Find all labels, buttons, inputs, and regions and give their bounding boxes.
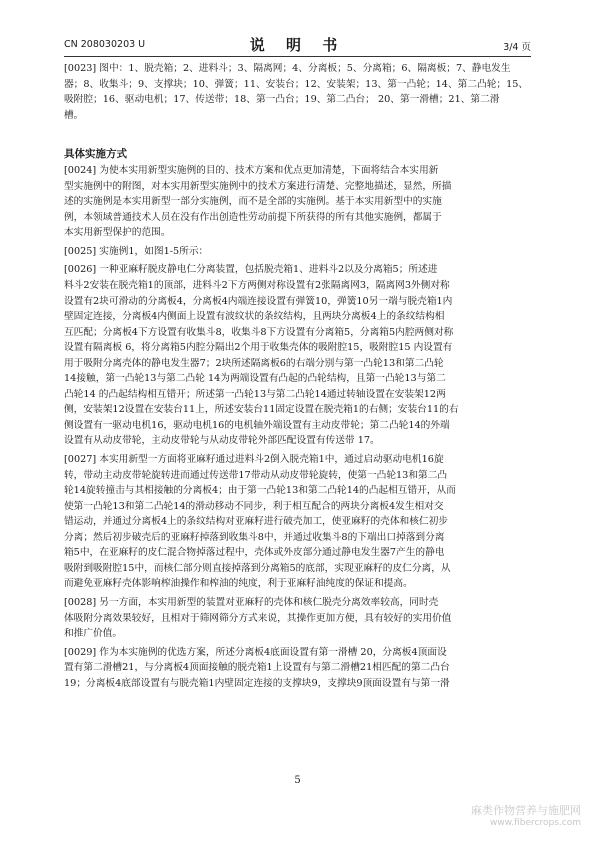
text-line: 例，本领域普通技术人员在没有作出创造性劳动前提下所获得的所有其他实施例，都属于 (64, 211, 442, 223)
text-line: 凸轮14 的凸起结构相互错开；所述第一凸轮13与第二凸轮14通过转轴设置在安装架12两 (64, 388, 446, 400)
section-spacer (64, 123, 531, 147)
paragraph (64, 244, 531, 260)
text-line: [0026] 一种亚麻籽脱皮静电仁分离装置，包括脱壳箱1、进料斗2以及分离箱5；所述进 (64, 264, 438, 276)
text-line: [0024] 为使本实用新型实施例的目的、技术方案和优点更加清楚，下面将结合本实用新 (64, 165, 439, 177)
section-heading (64, 147, 531, 163)
text-line: [0025] 实施例1，如图1-5所示： (64, 245, 209, 257)
text-line: 器；8、收集斗；9、支撑块；10、弹簧；11、安装台；12、安装架；13、第一凸轮；14、第二凸轮；15、 (64, 78, 529, 90)
heading-text: 具体实施方式 (64, 148, 127, 161)
page-info: 3/4 页 (503, 42, 531, 53)
document-title: 说 明 书 (249, 36, 346, 54)
text-line: 体吸附分离效果较好，且相对于筛网筛分方式来说，其操作更加方便，具有较好的实用价值 (64, 612, 452, 624)
text-line: 14接触，第一凸轮13与第二凸轮 14为两端设置有凸起的凸轮结构，且第一凸轮13与第二 (64, 373, 446, 385)
text-line: 箱5中，在亚麻籽的皮仁混合物掉落过程中，壳体或外皮部分通过静电发生器7产生的静电 (64, 547, 445, 559)
text-line: 料斗2安装在脱壳箱1的顶部，进料斗2下方两侧对称设置有2张隔离网3，隔离网3外侧对称 (64, 280, 450, 292)
text-line: 设置有从动皮带轮，主动皮带轮与从动皮带轮外部匹配设置有传送带 17。 (64, 435, 380, 447)
patent-number: CN 208030203 U (64, 39, 146, 50)
text-line: 设置有隔离板 6，将分离箱5内腔分隔出2个用于收集壳体的吸附腔15，吸附腔15 内设置有 (64, 342, 453, 354)
paragraph (64, 262, 531, 449)
text-line: 19；分离板4底部设置有与脱壳箱1内壁固定连接的支撑块9，支撑块9顶面设置有与第一滑 (64, 677, 450, 689)
text-line: 设置有2块可滑动的分离板4，分离板4内端连接设置有弹簧10，弹簧10另一端与脱壳箱1内 (64, 295, 453, 307)
text-line: 本实用新型保护的范围。 (64, 227, 171, 239)
text-line: 轮14旋转撞击与其相接触的分离板4；由于第一凸轮13和第二凸轮14的凸起相互错开，从而 (64, 485, 456, 497)
text-line: 侧设置有一驱动电机16，驱动电机16的电机轴外端设置有主动皮带轮；第二凸轮14的外端 (64, 419, 450, 431)
text-line: 分离；然后初步破壳后的亚麻籽掉落到收集斗8中，并通过收集斗8的下端出口掉落到分离 (64, 531, 445, 543)
paragraph (64, 163, 531, 241)
text-line: 侧，安装架12设置在安装台11上，所述安装台11固定设置在脱壳箱1的右侧；安装台11的右 (64, 404, 459, 416)
watermark (471, 805, 581, 829)
header-divider (64, 56, 531, 57)
paragraph (64, 452, 531, 592)
text-line: 壁固定连接，分离板4内侧面上设置有波纹状的条纹结构，且两块分离板4上的条纹结构相 (64, 311, 445, 323)
page-number: 5 (294, 775, 301, 786)
text-line: 使第一凸轮13和第二凸轮14的滑动移动不同步，利于相互配合的两块分离板4发生相对交 (64, 500, 444, 512)
paragraph (64, 645, 531, 692)
text-line: 错运动，并通过分离板4上的条纹结构对亚麻籽进行破壳加工，使亚麻籽的壳体和核仁初步 (64, 516, 448, 528)
text-line: 述的实施例是本实用新型一部分实施例，而不是全部的实施例。基于本实用新型中的实施 (64, 196, 442, 208)
text-line: 吸附到吸附腔15中，而核仁部分则直接掉落到分离箱5的底部，实现亚麻籽的皮仁分离，从 (64, 562, 451, 574)
text-line: 型实施例中的附图，对本实用新型实施例中的技术方案进行清楚、完整地描述，显然，所描 (64, 180, 452, 192)
text-line: 置有第二滑槽21，与分离板4顶面接触的脱壳箱1上设置有与第二滑槽21相匹配的第二凸台 (64, 662, 450, 674)
paragraph (64, 595, 531, 642)
text-line: [0029] 作为本实施例的优选方案，所述分离板4底面设置有第一滑槽 20，分离板4顶面设 (64, 646, 447, 658)
watermark-site-name: 麻类作物营养与施肥网 (471, 804, 581, 817)
paragraph (64, 61, 531, 123)
text-line: 而避免亚麻籽壳体影响榨油操作和榨油的纯度，利于亚麻籽油纯度的保证和提高。 (64, 578, 413, 590)
text-line: 用于吸附分离壳体的静电发生器7；2块所述隔离板6的右端分别与第一凸轮13和第二凸轮 (64, 357, 444, 369)
document-body (64, 61, 531, 691)
text-line: 吸附腔；16、驱动电机；17、传送带；18、第一凸台；19、第二凸台； 20、第一滑槽；21、第二滑 (64, 94, 500, 106)
text-line: 槽。 (64, 109, 84, 121)
page-header (64, 36, 531, 54)
text-line: 和推广价值。 (64, 628, 123, 640)
text-line: [0027] 本实用新型一方面将亚麻籽通过进料斗2倒入脱壳箱1中，通过启动驱动电机16旋 (64, 454, 444, 466)
text-line: 互匹配；分离板4下方设置有收集斗8，收集斗8下方设置有分离箱5，分离箱5内腔两侧对称 (64, 326, 454, 338)
text-line: [0023] 图中：1、脱壳箱；2、进料斗；3、隔离网；4、分离板；5、分离箱；6、隔离板；7、静电发生 (64, 63, 511, 74)
watermark-url: www.fibercrops.com (490, 818, 581, 828)
text-line: [0028] 另一方面，本实用新型的装置对亚麻籽的壳体和核仁脱壳分离效率较高，同时壳 (64, 596, 439, 608)
text-line: 转，带动主动皮带轮旋转进而通过传送带17带动从动皮带轮旋转，使第一凸轮13和第二凸 (64, 469, 448, 481)
